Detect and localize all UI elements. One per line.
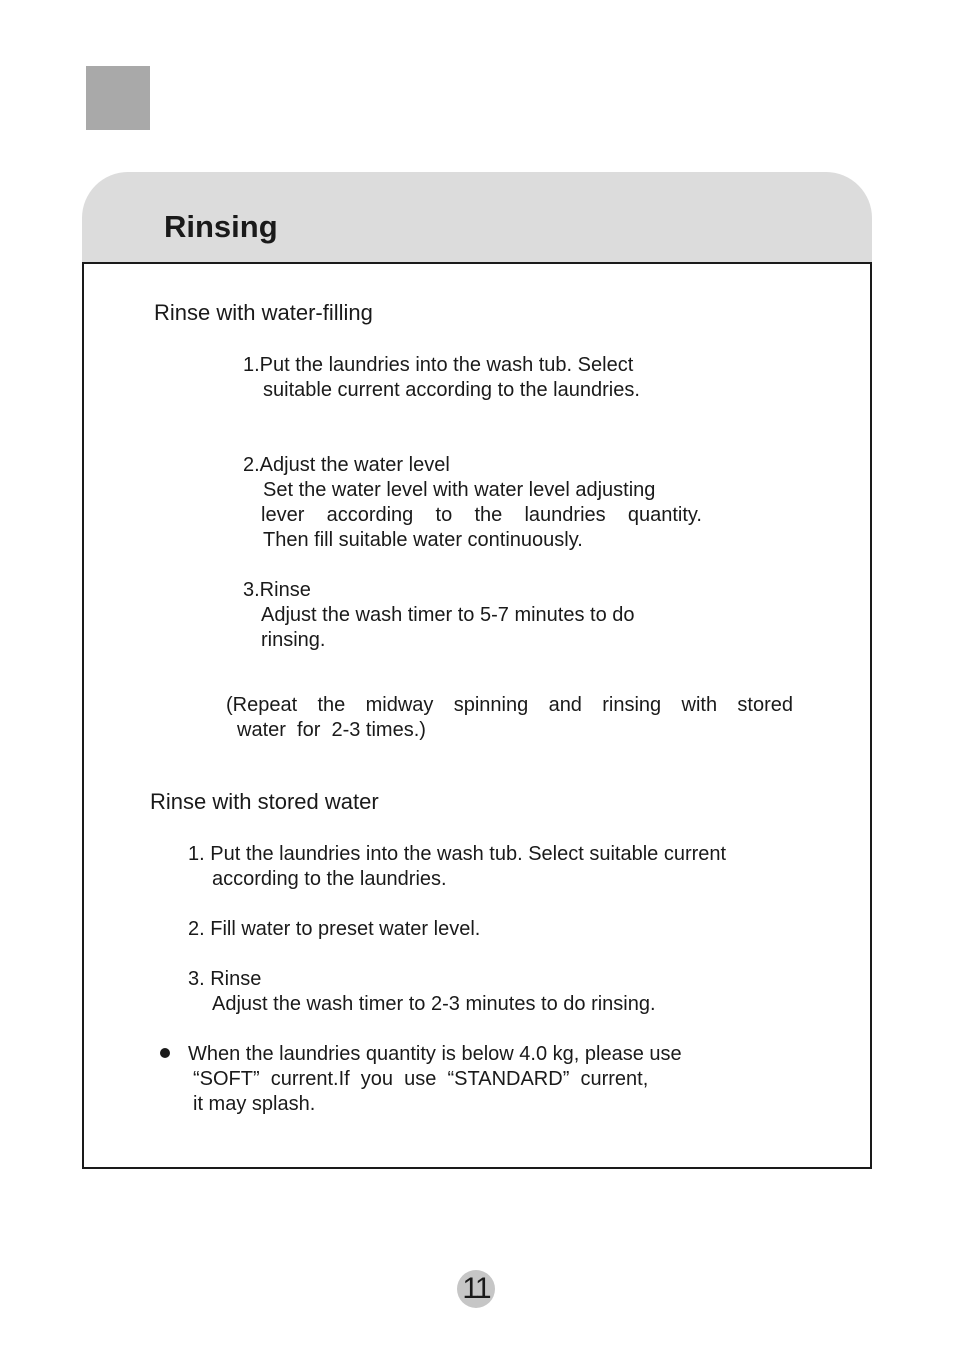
step2-title: 2.Adjust the water level [243, 454, 450, 476]
step1-line1: 1.Put the laundries into the wash tub. Select [243, 354, 634, 376]
repeat-note-line1: (Repeat the midway spinning and rinsing with stored [226, 694, 793, 716]
bullet-note-line1: When the laundries quantity is below 4.0 kg, please use [188, 1043, 682, 1065]
stored-step3-line1: Adjust the wash timer to 2-3 minutes to do rinsing. [212, 993, 656, 1015]
bullet-dot-icon [160, 1048, 170, 1058]
step2-line2: lever according to the laundries quantity. [261, 504, 702, 526]
step2-line3: Then fill suitable water continuously. [263, 529, 583, 551]
stored-step2-line1: 2. Fill water to preset water level. [188, 918, 481, 940]
page-number-badge: 11 [457, 1270, 495, 1308]
corner-marker [86, 66, 150, 130]
stored-step3-title: 3. Rinse [188, 968, 262, 990]
bullet-note-line3: it may splash. [193, 1093, 316, 1115]
section-heading-water-filling: Rinse with water-filling [154, 300, 373, 325]
bullet-note-line2: “SOFT” current.If you use “STANDARD” current, [193, 1068, 649, 1090]
page-title: Rinsing [164, 209, 278, 244]
step1-line2: suitable current according to the laundries. [263, 379, 640, 401]
step3-title: 3.Rinse [243, 579, 311, 601]
step3-line2: rinsing. [261, 629, 326, 651]
stored-step1-line1: 1. Put the laundries into the wash tub. Select suitable current [188, 843, 727, 865]
section-heading-stored-water: Rinse with stored water [150, 789, 379, 814]
stored-step1-line2: according to the laundries. [212, 868, 447, 890]
repeat-note-line2: water for 2-3 times.) [237, 719, 426, 741]
step2-line1: Set the water level with water level adjusting [263, 479, 656, 501]
step3-line1: Adjust the wash timer to 5-7 minutes to do [261, 604, 635, 626]
